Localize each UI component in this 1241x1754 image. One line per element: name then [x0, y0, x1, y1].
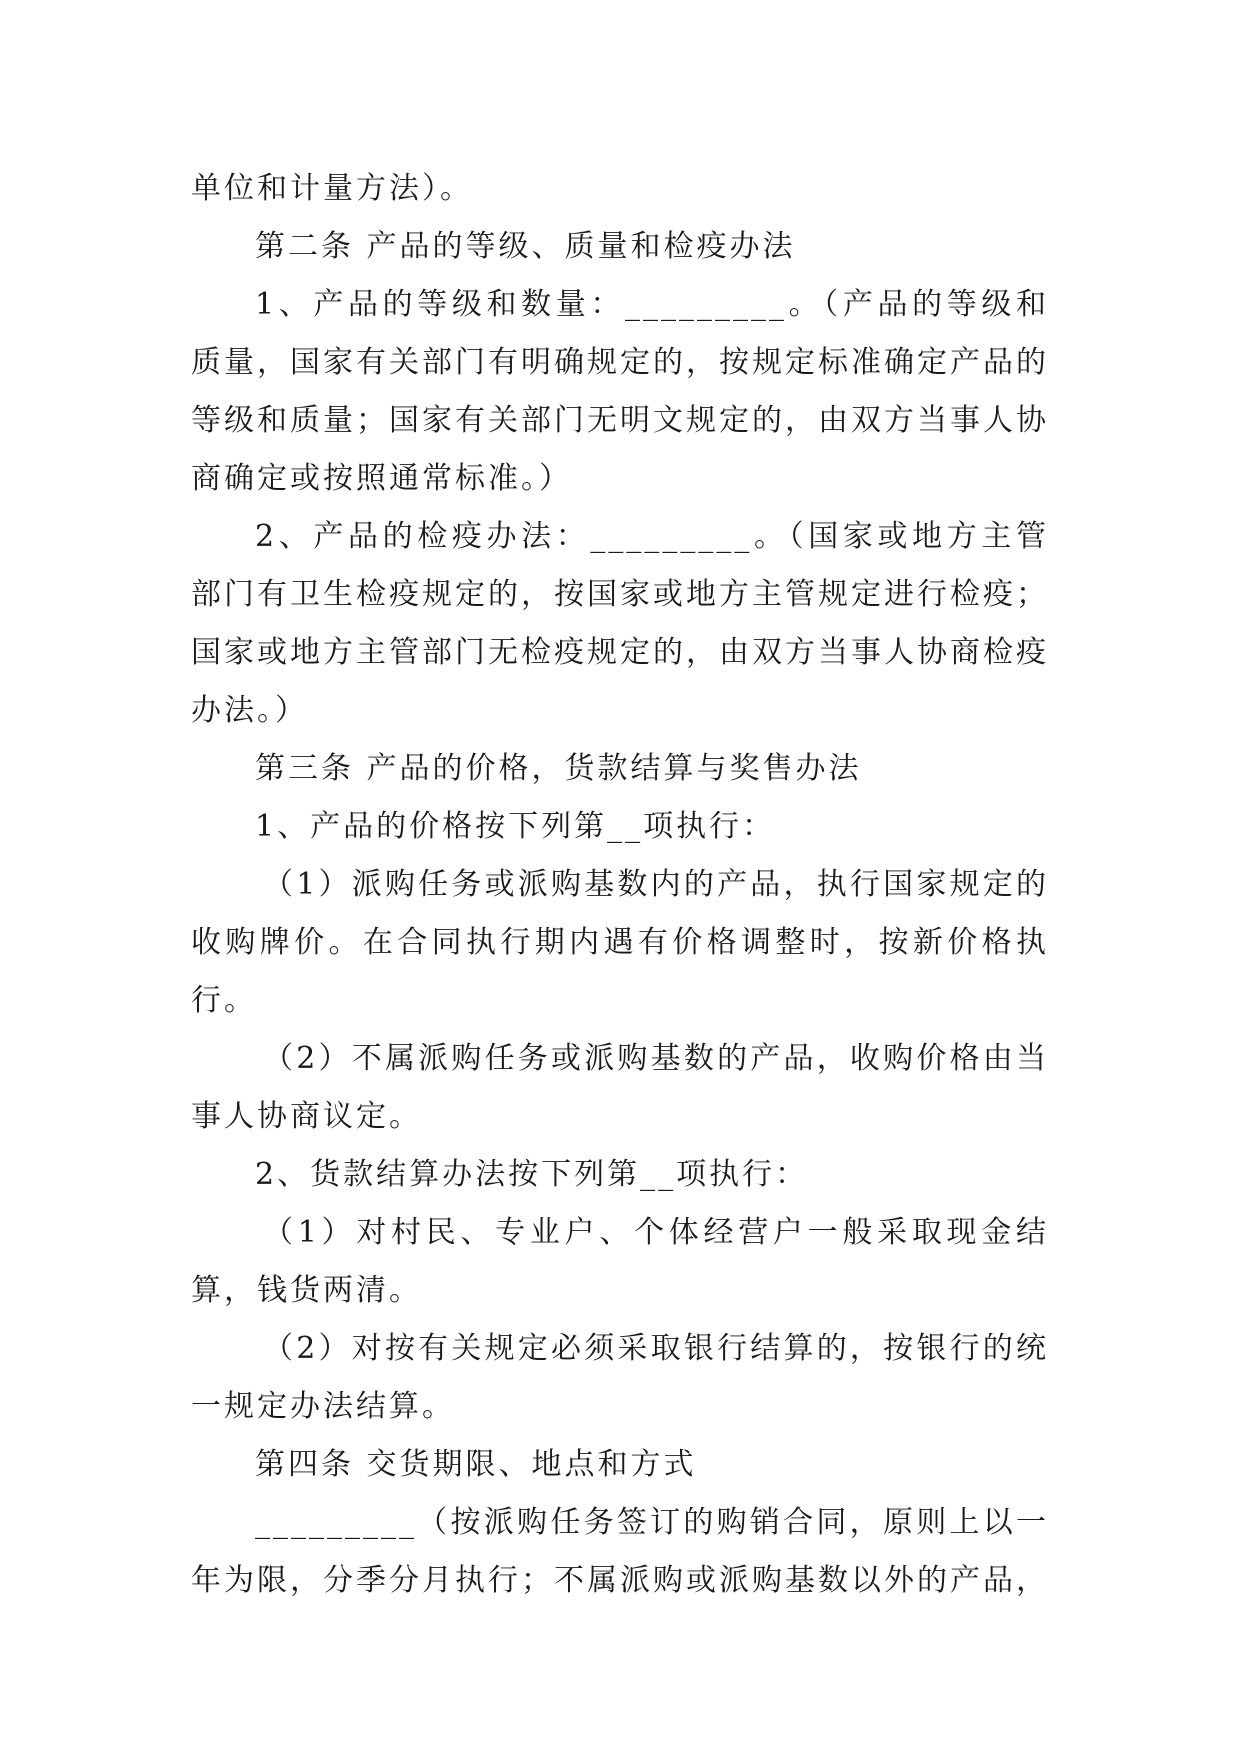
paragraph-continuation: 单位和计量方法）。 — [191, 171, 473, 206]
article-4-heading: 第四条 交货期限、地点和方式 — [255, 1447, 697, 1482]
article-4-body: _________（按派购任务签订的购销合同，原则上以一年为限，分季分月执行；不属派购或派购基数以外的产品， — [191, 1505, 1049, 1598]
article-3-heading: 第三条 产品的价格，货款结算与奖售办法 — [255, 751, 862, 786]
article-3-item-2-option-2: （2）对按有关规定必须采取银行结算的，按银行的统一规定办法结算。 — [191, 1331, 1049, 1424]
article-2-heading: 第二条 产品的等级、质量和检疫办法 — [255, 229, 796, 264]
article-3-item-2: 2、货款结算办法按下列第__项执行： — [255, 1157, 809, 1192]
document-body — [191, 160, 1049, 1610]
article-3-item-2-option-1: （1）对村民、专业户、个体经营户一般采取现金结算，钱货两清。 — [191, 1215, 1049, 1308]
article-2-item-2: 2、产品的检疫办法：_________。（国家或地方主管部门有卫生检疫规定的，按国家或地方主管规定进行检疫；国家或地方主管部门无检疫规定的，由双方当事人协商检疫办法。） — [191, 519, 1049, 728]
article-2-item-1: 1、产品的等级和数量：_________。（产品的等级和质量，国家有关部门有明确规定的，按规定标准确定产品的等级和质量；国家有关部门无明文规定的，由双方当事人协商确定或按照通常标准。） — [191, 287, 1049, 496]
article-3-item-1-option-2: （2）不属派购任务或派购基数的产品，收购价格由当事人协商议定。 — [191, 1041, 1049, 1134]
article-3-item-1: 1、产品的价格按下列第__项执行： — [255, 809, 776, 844]
article-3-item-1-option-1: （1）派购任务或派购基数内的产品，执行国家规定的收购牌价。在合同执行期内遇有价格调整时，按新价格执行。 — [191, 867, 1049, 1018]
